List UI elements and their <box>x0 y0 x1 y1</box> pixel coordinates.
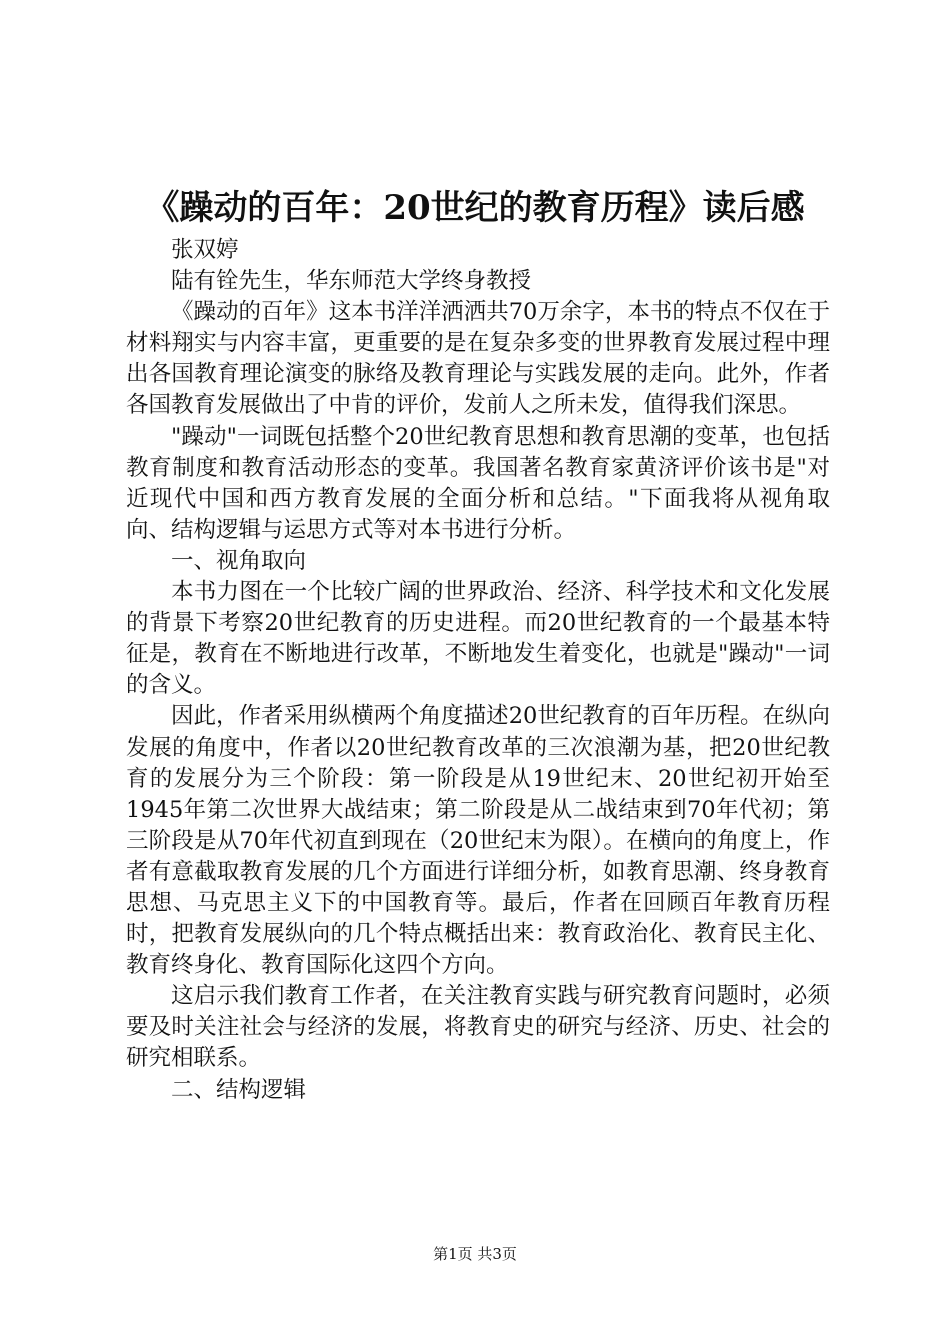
paragraph: 陆有铨先生，华东师范大学终身教授 <box>171 268 532 295</box>
page-number-footer: 第1页 共3页 <box>433 1245 517 1263</box>
author-line: 张双婷 <box>171 237 239 263</box>
paragraph: 《躁动的百年》这本书洋洋洒洒共70万余字，本书的特点不仅在于材料翔实与内容丰富，更重要的是在复杂多变的世界教育发展过程中理出各国教育理论演变的脉络及教育理论与实践发展的走向。此外，作者各国教育发展做出了中肯的评价，发前人之所未发，值得我们深思。 <box>126 299 830 419</box>
section-heading: 二、结构逻辑 <box>171 1076 307 1103</box>
document-title: 《躁动的百年：20世纪的教育历程》读后感 <box>145 188 805 228</box>
paragraph: 本书力图在一个比较广阔的世界政治、经济、科学技术和文化发展的背景下考察20世纪教育的历史进程。而20世纪教育的一个最基本特征是，教育在不断地进行改革，不断地发生着变化，也就是"躁动"一词的含义。 <box>126 579 830 699</box>
paragraph: "躁动"一词既包括整个20世纪教育思想和教育思潮的变革，也包括教育制度和教育活动形态的变革。我国著名教育家黄济评价该书是"对近现代中国和西方教育发展的全面分析和总结。"下面我将从视角取向、结构逻辑与运思方式等对本书进行分析。 <box>126 423 830 543</box>
document-body <box>126 235 830 1106</box>
section-heading: 一、视角取向 <box>171 547 307 574</box>
paragraph: 因此，作者采用纵横两个角度描述20世纪教育的百年历程。在纵向发展的角度中，作者以20世纪教育改革的三次浪潮为基，把20世纪教育的发展分为三个阶段：第一阶段是从19世纪末、20世纪初开始至1945年第二次世界大战结束；第二阶段是从二战结束到70年代初；第三阶段是从70年代初直到现在（20世纪末为限）。在横向的角度上，作者有意截取教育发展的几个方面进行详细分析，如教育思潮、终身教育思想、马克思主义下的中国教育等。最后，作者在回顾百年教育历程时，把教育发展纵向的几个特点概括出来：教育政治化、教育民主化、教育终身化、教育国际化这四个方向。 <box>126 703 830 979</box>
paragraph: 这启示我们教育工作者，在关注教育实践与研究教育问题时，必须要及时关注社会与经济的发展，将教育史的研究与经济、历史、社会的研究相联系。 <box>126 983 830 1072</box>
